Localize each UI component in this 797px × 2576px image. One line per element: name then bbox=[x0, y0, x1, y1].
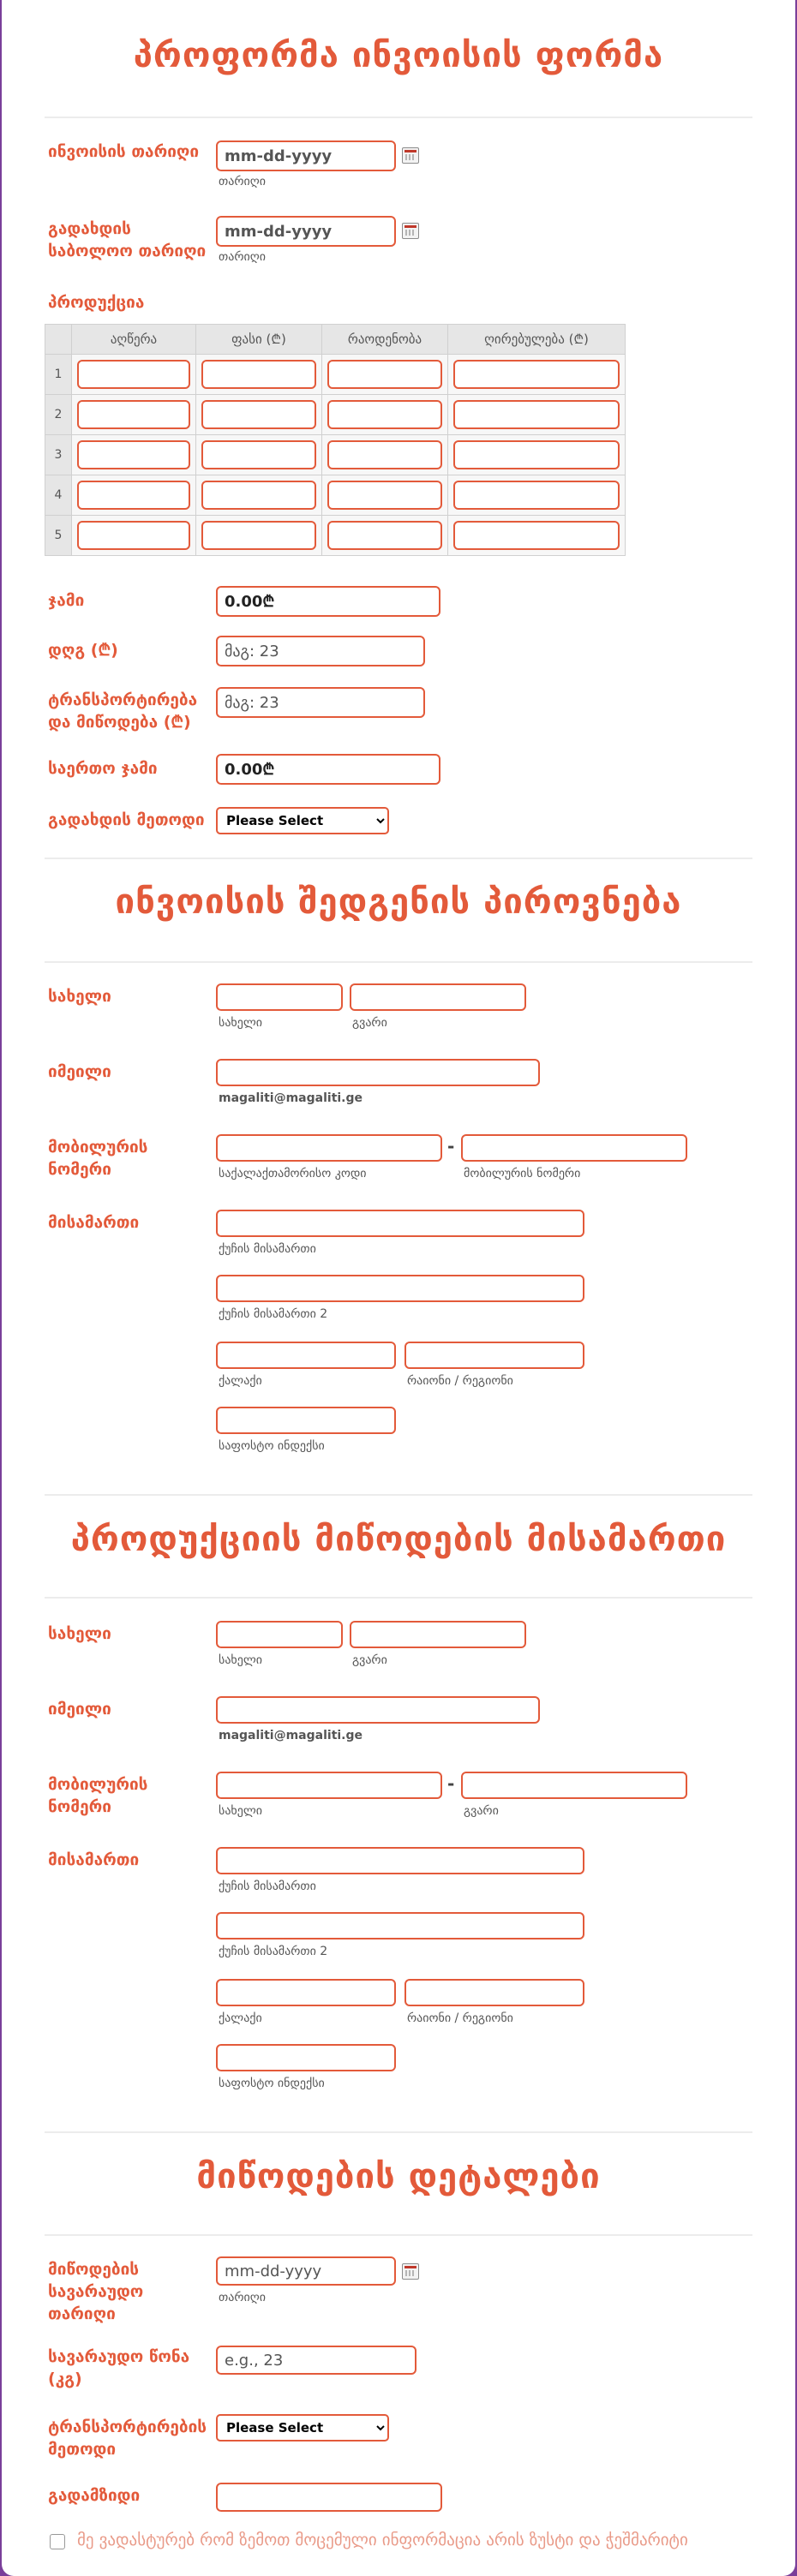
payment-method-select[interactable] bbox=[216, 807, 389, 834]
phone-dash: - bbox=[447, 1136, 455, 1157]
table-row bbox=[45, 435, 626, 475]
carrier-input[interactable] bbox=[216, 2483, 442, 2512]
transport-method-select[interactable] bbox=[216, 2414, 389, 2442]
last-name-sub: გვარი bbox=[352, 1016, 387, 1030]
delivery-zip-input[interactable] bbox=[216, 2044, 396, 2071]
details-title: მიწოდების დეტალები bbox=[196, 2157, 601, 2196]
street-sub: ქუჩის მისამართი bbox=[219, 1880, 316, 1893]
delivery-title: პროდუქციის მიწოდების მისამართი bbox=[70, 1520, 727, 1559]
street2-sub: ქუჩის მისამართი 2 bbox=[219, 1307, 328, 1321]
agree-text: მე ვადასტურებ რომ ზემოთ მოცემული ინფორმაცია არის ზუსტი და ჭეშმარიტი bbox=[77, 2531, 688, 2549]
delivery-region-input[interactable] bbox=[404, 1979, 584, 2006]
issuer-city-input[interactable] bbox=[216, 1342, 396, 1369]
row-number: 2 bbox=[45, 395, 72, 435]
row-number: 5 bbox=[45, 516, 72, 556]
table-row bbox=[45, 475, 626, 516]
first-name-sub: სახელი bbox=[219, 1653, 262, 1667]
description-cell[interactable] bbox=[77, 400, 190, 429]
issuer-email-label: იმეილი bbox=[48, 1062, 111, 1081]
issuer-street-input[interactable] bbox=[216, 1210, 584, 1237]
row-number: 3 bbox=[45, 435, 72, 475]
delivery-email-input[interactable] bbox=[216, 1696, 540, 1724]
weight-label: სავარაუდო წონა (კგ) bbox=[48, 2347, 190, 2388]
price-cell[interactable] bbox=[201, 481, 316, 510]
description-cell[interactable] bbox=[77, 440, 190, 469]
description-cell[interactable] bbox=[77, 521, 190, 550]
due-date-label: გადახდის საბოლოო თარიღი bbox=[48, 219, 207, 260]
weight-input[interactable] bbox=[216, 2346, 416, 2375]
delivery-street2-input[interactable] bbox=[216, 1912, 584, 1939]
col-description: აღწერა bbox=[72, 325, 196, 355]
zip-sub: საფოსტო ინდექსი bbox=[219, 1439, 325, 1453]
city-sub: ქალაქი bbox=[219, 2011, 262, 2025]
divider bbox=[45, 2234, 752, 2236]
price-cell[interactable] bbox=[201, 360, 316, 389]
divider bbox=[45, 2131, 752, 2133]
issuer-street2-input[interactable] bbox=[216, 1275, 584, 1302]
col-price: ფასი (₾) bbox=[196, 325, 322, 355]
region-sub: რაიონი / რეგიონი bbox=[407, 1374, 513, 1388]
total-input[interactable] bbox=[216, 586, 440, 617]
phone-number-sub: გვარი bbox=[464, 1804, 499, 1818]
issuer-last-name-input[interactable] bbox=[350, 983, 526, 1011]
table-corner bbox=[45, 325, 72, 355]
quantity-cell[interactable] bbox=[327, 360, 442, 389]
price-cell[interactable] bbox=[201, 440, 316, 469]
amount-cell[interactable] bbox=[453, 440, 620, 469]
shipping-input[interactable] bbox=[216, 687, 425, 718]
email-sub: magaliti@magaliti.ge bbox=[219, 1729, 363, 1742]
region-sub: რაიონი / რეგიონი bbox=[407, 2011, 513, 2025]
shipping-label: ტრანსპორტირება და მიწოდება (₾) bbox=[48, 690, 198, 732]
issuer-phone-input[interactable] bbox=[461, 1134, 687, 1162]
street2-sub: ქუჩის მისამართი 2 bbox=[219, 1945, 328, 1958]
due-date-sub: თარიღი bbox=[219, 250, 266, 264]
delivery-address-label: მისამართი bbox=[48, 1850, 140, 1869]
delivery-name-label: სახელი bbox=[48, 1624, 111, 1643]
form-title: პროფორმა ინვოისის ფორმა bbox=[133, 36, 664, 75]
first-name-sub: სახელი bbox=[219, 1016, 262, 1030]
quantity-cell[interactable] bbox=[327, 481, 442, 510]
issuer-email-input[interactable] bbox=[216, 1059, 540, 1086]
delivery-email-label: იმეილი bbox=[48, 1700, 111, 1718]
quantity-cell[interactable] bbox=[327, 440, 442, 469]
col-quantity: რაოდენობა bbox=[322, 325, 448, 355]
delivery-street-input[interactable] bbox=[216, 1847, 584, 1874]
quantity-cell[interactable] bbox=[327, 521, 442, 550]
issuer-phone-label: მობილურის ნომერი bbox=[48, 1138, 148, 1179]
divider bbox=[45, 1597, 752, 1599]
phone-number-sub: მობილურის ნომერი bbox=[464, 1167, 581, 1180]
total-label: ჯამი bbox=[48, 591, 85, 610]
divider bbox=[45, 961, 752, 963]
issuer-area-code-input[interactable] bbox=[216, 1134, 442, 1162]
last-name-sub: გვარი bbox=[352, 1653, 387, 1667]
table-row bbox=[45, 516, 626, 556]
calendar-icon[interactable] bbox=[402, 223, 419, 239]
agree-checkbox[interactable] bbox=[50, 2534, 65, 2549]
delivery-city-input[interactable] bbox=[216, 1979, 396, 2006]
form-card bbox=[2, 0, 795, 2576]
zip-sub: საფოსტო ინდექსი bbox=[219, 2077, 325, 2090]
phone-dash: - bbox=[447, 1773, 455, 1794]
amount-cell[interactable] bbox=[453, 481, 620, 510]
email-sub: magaliti@magaliti.ge bbox=[219, 1091, 363, 1105]
vat-label: დღგ (₾) bbox=[48, 641, 118, 660]
products-table bbox=[45, 324, 626, 556]
city-sub: ქალაქი bbox=[219, 1374, 262, 1388]
delivery-area-code-input[interactable] bbox=[216, 1772, 442, 1799]
quantity-cell[interactable] bbox=[327, 400, 442, 429]
due-date-input[interactable] bbox=[216, 216, 396, 247]
invoice-date-input[interactable] bbox=[216, 140, 396, 171]
issuer-address-label: მისამართი bbox=[48, 1213, 140, 1232]
amount-cell[interactable] bbox=[453, 360, 620, 389]
grand-total-input[interactable] bbox=[216, 754, 440, 785]
col-amount: ღირებულება (₾) bbox=[448, 325, 626, 355]
divider bbox=[45, 1494, 752, 1496]
amount-cell[interactable] bbox=[453, 521, 620, 550]
row-number: 1 bbox=[45, 355, 72, 395]
divider bbox=[45, 858, 752, 859]
invoice-date-sub: თარიღი bbox=[219, 175, 266, 188]
carrier-label: გადამზიდი bbox=[48, 2486, 141, 2505]
price-cell[interactable] bbox=[201, 400, 316, 429]
price-cell[interactable] bbox=[201, 521, 316, 550]
row-number: 4 bbox=[45, 475, 72, 516]
calendar-icon[interactable] bbox=[402, 2263, 419, 2280]
issuer-zip-input[interactable] bbox=[216, 1407, 396, 1434]
amount-cell[interactable] bbox=[453, 400, 620, 429]
issuer-first-name-input[interactable] bbox=[216, 983, 343, 1011]
description-cell[interactable] bbox=[77, 481, 190, 510]
issuer-title: ინვოისის შედგენის პიროვნება bbox=[115, 882, 682, 922]
est-date-label: მიწოდების სავარაუდო თარიღი bbox=[48, 2260, 144, 2323]
street-sub: ქუჩის მისამართი bbox=[219, 1242, 316, 1256]
delivery-phone-input[interactable] bbox=[461, 1772, 687, 1799]
area-code-sub: სახელი bbox=[219, 1804, 262, 1818]
payment-method-label: გადახდის მეთოდი bbox=[48, 810, 205, 829]
delivery-phone-label: მობილურის ნომერი bbox=[48, 1775, 148, 1816]
vat-input[interactable] bbox=[216, 636, 425, 666]
products-label: პროდუქცია bbox=[48, 293, 145, 312]
table-row bbox=[45, 395, 626, 435]
area-code-sub: საქალაქთამორისო კოდი bbox=[219, 1167, 367, 1180]
issuer-name-label: სახელი bbox=[48, 987, 111, 1006]
divider bbox=[45, 117, 752, 118]
grand-total-label: საერთო ჯამი bbox=[48, 759, 158, 778]
delivery-last-name-input[interactable] bbox=[350, 1621, 526, 1648]
delivery-first-name-input[interactable] bbox=[216, 1621, 343, 1648]
description-cell[interactable] bbox=[77, 360, 190, 389]
invoice-date-label: ინვოისის თარიღი bbox=[48, 142, 200, 161]
est-date-sub: თარიღი bbox=[219, 2291, 266, 2304]
issuer-region-input[interactable] bbox=[404, 1342, 584, 1369]
calendar-icon[interactable] bbox=[402, 147, 419, 164]
est-date-input[interactable] bbox=[216, 2256, 396, 2286]
transport-method-label: ტრანსპორტირების მეთოდი bbox=[48, 2418, 207, 2459]
table-row bbox=[45, 355, 626, 395]
